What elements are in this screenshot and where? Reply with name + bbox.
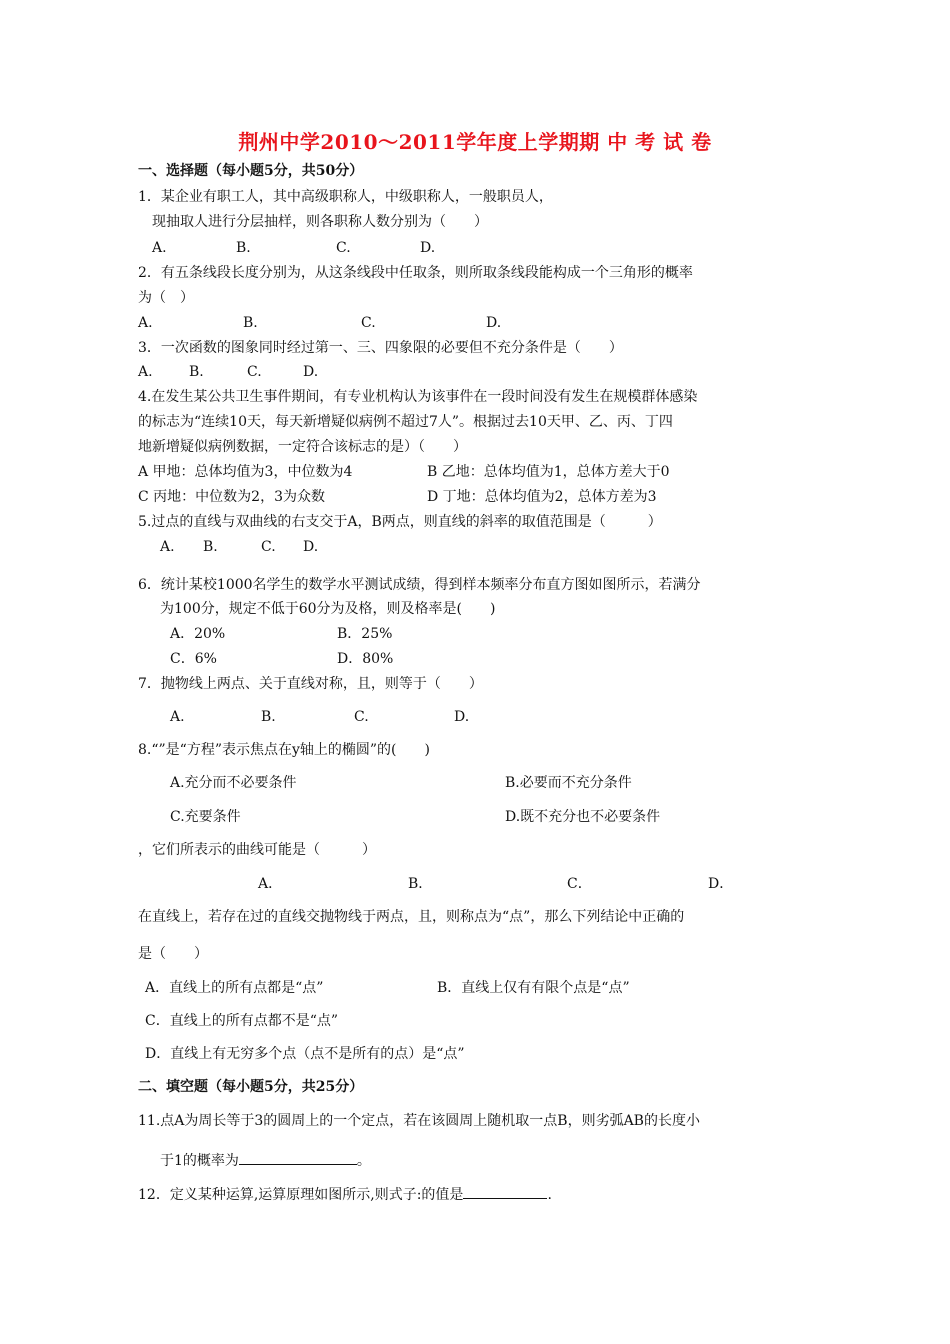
question-9-option-c: C． (567, 876, 592, 892)
question-4-option-a: A 甲地：总体均值为3，中位数为4 (138, 464, 353, 480)
question-6-option-a: A．20% (170, 626, 226, 642)
question-3-option-c: C. (247, 364, 262, 380)
question-11-suffix: 。 (356, 1153, 371, 1169)
question-4-option-b: B 乙地：总体均值为1，总体方差大于0 (427, 464, 670, 480)
question-10-text-cont: 是（ ） (138, 946, 208, 962)
question-3-text: 3．一次函数的图象同时经过第一、三、四象限的必要但不充分条件是（ ） (138, 340, 623, 356)
question-10-option-c: C．直线上的所有点都不是“点” (145, 1013, 339, 1029)
question-7-option-a: A. (170, 709, 185, 725)
question-7-option-d: D. (454, 709, 470, 725)
question-5-option-d: D. (303, 539, 319, 555)
question-8-option-d: D.既不充分也不必要条件 (505, 809, 661, 825)
question-11-text: 11.点A为周长等于3的圆周上的一个定点，若在该圆周上随机取一点B，则劣弧AB的长度小 (138, 1113, 700, 1129)
question-1-text: 1．某企业有职工人，其中高级职称人，中级职称人，一般职员人， (138, 189, 553, 205)
question-11-text-cont (160, 1150, 371, 1170)
question-10-option-a: A．直线上的所有点都是“点” (145, 980, 324, 996)
section-heading-choice: 一、选择题（每小题5分，共50分） (138, 163, 364, 179)
question-5-text: 5.过点的直线与双曲线的右支交于A，B两点，则直线的斜率的取值范围是（ ） (138, 514, 662, 530)
question-7-option-b: B. (261, 709, 276, 725)
question-5-option-c: C. (261, 539, 276, 555)
question-8-text: 8.“”是“方程”表示焦点在y轴上的椭圆”的( ) (138, 742, 430, 758)
question-3-option-d: D. (303, 364, 319, 380)
question-1-option-c: C. (336, 240, 351, 256)
question-9-option-d: D． (708, 876, 734, 892)
question-2-option-c: C. (361, 315, 376, 331)
question-11-prefix: 于1的概率为 (160, 1153, 239, 1169)
page-title: 荆州中学2010～2011学年度上学期期 中 考 试 卷 (238, 130, 712, 154)
question-10-text: 在直线上，若存在过的直线交抛物线于两点，且，则称点为“点”，那么下列结论中正确的 (138, 909, 685, 925)
section-heading-fill: 二、填空题（每小题5分，共25分） (138, 1079, 364, 1095)
question-4-text: 4.在发生某公共卫生事件期间，有专业机构认为该事件在一段时间没有发生在规模群体感染 (138, 389, 698, 405)
question-10-option-d: D．直线上有无穷多个点（点不是所有的点）是“点” (145, 1046, 465, 1062)
question-4-option-d: D 丁地：总体均值为2，总体方差为3 (427, 489, 657, 505)
answer-blank-12[interactable] (463, 1184, 547, 1199)
question-1-text-cont: 现抽取人进行分层抽样，则各职称人数分别为（ ） (152, 214, 488, 230)
question-2-option-a: A. (138, 315, 153, 331)
question-2-text-cont: 为（ ） (138, 290, 194, 306)
question-2-option-b: B. (243, 315, 258, 331)
question-8-option-b: B.必要而不充分条件 (505, 775, 632, 791)
question-1-option-d: D. (420, 240, 436, 256)
question-10-option-b: B．直线上仅有有限个点是“点” (437, 980, 630, 996)
question-6-text-cont: 为100分，规定不低于60分为及格，则及格率是( ) (160, 601, 496, 617)
question-6-option-d: D．80% (337, 651, 394, 667)
answer-blank-11[interactable] (239, 1150, 357, 1165)
question-5-option-b: B. (203, 539, 218, 555)
question-9-option-b: B． (408, 876, 433, 892)
question-9-option-a: A． (258, 876, 283, 892)
question-8-option-c: C.充要条件 (170, 809, 241, 825)
question-1-option-b: B. (236, 240, 251, 256)
question-2-text: 2．有五条线段长度分别为，从这条线段中任取条，则所取条线段能构成一个三角形的概率 (138, 265, 693, 281)
question-8-option-a: A.充分而不必要条件 (170, 775, 297, 791)
question-12-text (138, 1184, 552, 1204)
question-3-option-a: A. (138, 364, 153, 380)
question-7-text: 7．抛物线上两点、关于直线对称，且，则等于（ ） (138, 676, 483, 692)
question-5-option-a: A. (160, 539, 175, 555)
question-2-option-d: D. (486, 315, 502, 331)
question-4-text-cont2: 地新增疑似病例数据，一定符合该标志的是）（ ） (138, 439, 467, 455)
question-4-option-c: C 丙地：中位数为2，3为众数 (138, 489, 325, 505)
question-6-text: 6．统计某校1000名学生的数学水平测试成绩，得到样本频率分布直方图如图所示，若满分 (138, 577, 701, 593)
question-12-prefix: 12．定义某种运算,运算原理如图所示,则式子:的值是 (138, 1187, 464, 1203)
question-4-text-cont: 的标志为“连续10天，每天新增疑似病例不超过7人”。根据过去10天甲、乙、丙、丁四 (138, 414, 673, 430)
question-9-text: ，它们所表示的曲线可能是（ ） (138, 842, 376, 858)
question-3-option-b: B. (189, 364, 204, 380)
question-7-option-c: C. (354, 709, 369, 725)
question-6-option-c: C．6% (170, 651, 217, 667)
question-1-option-a: A. (152, 240, 167, 256)
question-6-option-b: B．25% (337, 626, 393, 642)
question-12-suffix: . (547, 1187, 552, 1203)
